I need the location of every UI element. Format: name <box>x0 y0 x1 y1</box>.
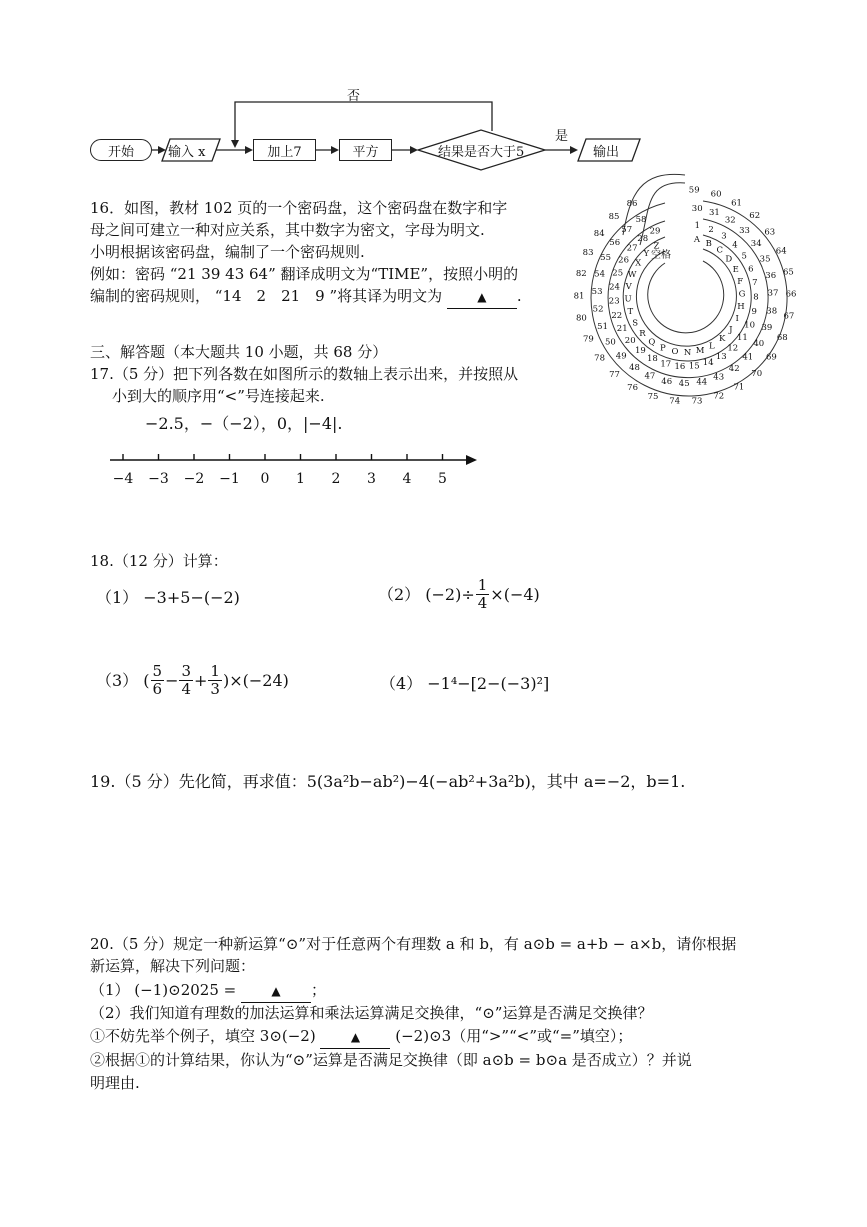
disk-letter: Q <box>648 337 656 348</box>
q18-title: 18.（12 分）计算： <box>90 552 228 570</box>
disk-letter: J <box>729 324 733 335</box>
q16-answer-blank[interactable] <box>447 285 517 309</box>
disk-outer-number: 80 <box>575 313 587 324</box>
disk-inner-number: 26 <box>618 255 630 266</box>
q20-part1-blank[interactable] <box>241 979 311 1003</box>
q20-line3-text: （1） (−1)⊙2025 = <box>90 981 237 999</box>
disk-middle-number: 54 <box>594 269 606 280</box>
disk-letter: M <box>695 345 705 356</box>
q18-part2 <box>378 577 540 612</box>
disk-outer-number: 65 <box>782 267 794 278</box>
q20-line5 <box>90 1025 632 1049</box>
q16-line5-end: . <box>516 287 522 305</box>
disk-inner-number: 16 <box>674 361 686 372</box>
disk-letter: G <box>738 289 746 300</box>
loop-no-label: 否 <box>347 89 361 104</box>
number-line-tick-label: 1 <box>296 471 305 487</box>
number-line-tick-label: 4 <box>402 471 412 487</box>
disk-inner-number: 7 <box>752 278 758 289</box>
disk-inner-number: 2 <box>708 225 714 235</box>
disk-middle-number: 55 <box>600 253 612 264</box>
fraction-numerator: 1 <box>210 662 220 680</box>
disk-inner-number: 14 <box>702 358 714 369</box>
disk-middle-number: 58 <box>635 214 647 225</box>
q17-line1: 17.（5 分）把下列各数在如图所示的数轴上表示出来，并按照从 <box>90 365 519 383</box>
disk-middle-number: 39 <box>761 323 773 334</box>
disk-middle-number: 45 <box>678 379 690 389</box>
decision-yes-label: 是 <box>555 129 569 144</box>
disk-inner-number: 8 <box>753 292 759 303</box>
square-node: 平方 <box>339 139 392 161</box>
q20-line3-end: ； <box>311 981 327 999</box>
disk-inner-number: 5 <box>741 251 747 262</box>
disk-letter: A <box>693 235 700 246</box>
disk-ring-outline <box>648 261 724 333</box>
disk-outer-number: 60 <box>710 189 722 200</box>
disk-outer-number: 67 <box>783 311 795 322</box>
disk-outer-number: 69 <box>765 352 777 363</box>
disk-letter: Z <box>653 241 660 252</box>
q17-numbers: −2.5，−（−2），0，|−4|. <box>145 414 343 433</box>
disk-inner-number: 23 <box>608 296 620 307</box>
cipher-disk-diagram <box>563 170 813 405</box>
q20-line1: 20.（5 分）规定一种新运算“⊙”对于任意两个有理数 a 和 b，有 a⊙b = a+b − a×b，请你根据 <box>90 935 737 953</box>
disk-inner-number: 21 <box>616 324 628 335</box>
q16-line5-text: 编制的密码规则， “14 2 21 9 ”将其译为明文为 <box>90 287 443 305</box>
fraction-denominator: 4 <box>181 680 192 698</box>
disk-letter: U <box>624 294 632 305</box>
disk-inner-number: 13 <box>715 352 727 362</box>
disk-inner-number: 9 <box>751 306 757 317</box>
disk-letter: D <box>725 254 733 265</box>
disk-inner-number: 20 <box>624 336 636 347</box>
disk-outer-number: 75 <box>647 392 659 402</box>
triangle-mark-icon: ▲ <box>477 290 487 304</box>
section3-heading: 三、解答题（本大题共 10 小题，共 68 分） <box>90 343 388 361</box>
disk-outer-number: 62 <box>749 211 761 222</box>
disk-inner-number: 11 <box>736 332 748 343</box>
fraction-numerator: 5 <box>152 662 163 680</box>
q18-part3-fraction2 <box>179 663 193 698</box>
disk-middle-number: 36 <box>765 271 777 282</box>
disk-outer-number: 78 <box>594 353 606 364</box>
disk-middle-number: 46 <box>661 377 673 388</box>
q18-part4: （4） −1⁴−[2−(−3)²] <box>380 674 550 693</box>
disk-outer-number: 70 <box>751 369 763 379</box>
q18-part2-a: （2） (−2)÷ <box>378 584 475 604</box>
disk-outer-number: 85 <box>608 212 620 223</box>
disk-inner-number: 15 <box>688 361 700 372</box>
disk-middle-number: 31 <box>708 208 720 218</box>
disk-letter: W <box>627 269 637 280</box>
number-line-tick-label: 2 <box>331 471 341 487</box>
disk-middle-number: 57 <box>621 225 633 236</box>
disk-space-label: 空格 <box>651 250 671 261</box>
number-line-tick-label: −3 <box>148 471 169 487</box>
disk-outer-number: 64 <box>775 246 787 257</box>
disk-letter: E <box>732 265 739 275</box>
disk-letter: P <box>660 343 666 354</box>
q18-part3-op1: − <box>165 670 179 690</box>
disk-ring-outline <box>636 249 736 346</box>
disk-middle-number: 44 <box>696 377 708 388</box>
disk-letter: X <box>635 258 642 269</box>
disk-inner-number: 22 <box>611 310 623 321</box>
disk-outer-number: 83 <box>582 248 594 258</box>
disk-inner-number: 3 <box>721 231 727 242</box>
number-line-tick-label: 5 <box>438 471 447 487</box>
q16-line2: 母之间可建立一种对应关系，其中数字为密文，字母为明文. <box>90 221 485 239</box>
q18-part3 <box>96 663 289 698</box>
fraction-numerator: 3 <box>181 662 192 680</box>
q16-line1: 16．如图，教材 102 页的一个密码盘，这个密码盘在数字和字 <box>90 199 508 217</box>
number-line-tick-label: −1 <box>219 471 240 487</box>
disk-outer-number: 82 <box>575 269 587 280</box>
disk-middle-number: 42 <box>728 363 740 374</box>
decision-node: 结果是否大于5 <box>438 145 525 160</box>
disk-letter: K <box>719 334 726 345</box>
disk-outer-number: 76 <box>627 383 639 394</box>
disk-outer-number: 79 <box>582 334 594 345</box>
q20-compare-blank[interactable] <box>320 1025 390 1049</box>
disk-outer-number: 86 <box>626 199 638 210</box>
q18-part3-b: )×(−24) <box>222 670 289 690</box>
disk-letter: S <box>632 318 639 329</box>
q16-line4: 例如：密码 “21 39 43 64” 翻译成明文为“TIME”，按照小明的 <box>90 265 519 283</box>
q18-part3-fraction3 <box>208 663 222 698</box>
number-line-tick-label: −4 <box>112 471 134 487</box>
q20-line5-text: ①不妨先举个例子，填空 3⊙(−2) <box>90 1027 316 1045</box>
disk-middle-number: 47 <box>644 371 656 382</box>
disk-outer-number: 66 <box>785 289 797 300</box>
q18-part2-b: ×(−4) <box>490 584 540 604</box>
fraction-numerator: 1 <box>477 576 488 594</box>
disk-inner-number: 10 <box>744 320 756 331</box>
disk-outer-number: 73 <box>691 396 703 405</box>
disk-letter: L <box>708 341 715 352</box>
q18-part2-fraction <box>476 577 490 612</box>
fraction-denominator: 4 <box>477 594 488 612</box>
q18-part3-a: （3） ( <box>96 670 150 690</box>
disk-middle-number: 34 <box>750 239 762 250</box>
number-line-tick-label: −2 <box>183 471 205 487</box>
q18-part1: （1） −3+5−(−2) <box>96 588 240 607</box>
q19-text: 19.（5 分）先化简，再求值：5(3a²b−ab²)−4(−ab²+3a²b)，其中 a=−2，b=1. <box>90 772 686 791</box>
disk-letter: Y <box>643 249 650 260</box>
disk-middle-number: 32 <box>724 215 736 226</box>
disk-letter: T <box>627 307 634 317</box>
disk-letter: H <box>737 301 745 312</box>
disk-outer-number: 77 <box>609 370 620 381</box>
disk-middle-number: 43 <box>713 372 725 383</box>
disk-middle-number: 33 <box>739 226 750 237</box>
disk-inner-number: 17 <box>660 359 672 370</box>
disk-inner-number: 6 <box>748 264 754 275</box>
disk-outer-number: 59 <box>688 185 700 196</box>
number-line-tick-label: 0 <box>260 471 270 487</box>
disk-middle-number: 35 <box>759 254 771 265</box>
disk-middle-number: 41 <box>742 352 754 363</box>
disk-outer-number: 74 <box>669 396 681 405</box>
q17-line2: 小到大的顺序用“<”号连接起来. <box>112 387 325 405</box>
disk-letter: N <box>683 347 692 358</box>
fraction-denominator: 3 <box>210 680 220 698</box>
number-line <box>100 448 490 493</box>
disk-inner-number: 12 <box>727 343 739 354</box>
disk-outer-number: 71 <box>733 382 745 393</box>
disk-inner-number: 24 <box>609 282 620 293</box>
disk-outer-number: 63 <box>764 227 776 238</box>
disk-letter: V <box>625 281 632 292</box>
disk-inner-number: 25 <box>612 268 624 279</box>
start-node: 开始 <box>90 139 152 161</box>
disk-middle-number: 40 <box>753 338 765 349</box>
disk-outer-number: 68 <box>776 333 788 343</box>
axis-arrow-icon <box>466 455 477 465</box>
disk-middle-number: 38 <box>766 306 778 317</box>
disk-inner-number: 4 <box>732 240 738 251</box>
disk-outer-number: 72 <box>713 391 725 402</box>
fraction-denominator: 6 <box>152 680 163 698</box>
disk-inner-number: 28 <box>637 234 649 244</box>
disk-middle-number: 48 <box>629 363 640 374</box>
disk-inner-number: 27 <box>626 243 638 254</box>
disk-letter: C <box>716 245 723 256</box>
disk-middle-number: 30 <box>691 203 703 214</box>
output-node: 输出 <box>593 145 620 160</box>
number-line-tick-label: 3 <box>367 471 376 487</box>
q20-line4: （2）我们知道有理数的加法运算和乘法运算满足交换律，“⊙”运算是否满足交换律？ <box>90 1004 653 1022</box>
disk-inner-number: 19 <box>634 346 646 357</box>
disk-inner-number: 18 <box>646 354 658 365</box>
disk-middle-number: 37 <box>767 288 779 299</box>
disk-middle-number: 51 <box>597 321 609 332</box>
q20-line3 <box>90 979 326 1003</box>
q20-line5-rest: (−2)⊙3（用“>”“<”或“=”填空）； <box>395 1027 633 1045</box>
q20-line7: 明理由. <box>90 1074 140 1092</box>
disk-letter: B <box>705 239 712 250</box>
q16-line3: 小明根据该密码盘，编制了一个密码规则. <box>90 243 365 261</box>
disk-letter: F <box>737 276 744 287</box>
disk-outer-number: 81 <box>573 291 585 302</box>
disk-middle-number: 56 <box>609 238 621 248</box>
disk-outer-number: 61 <box>731 198 742 209</box>
disk-middle-number: 50 <box>604 337 616 348</box>
disk-letter: I <box>735 313 739 324</box>
q18-part3-op2: + <box>194 670 208 690</box>
disk-middle-number: 52 <box>592 304 604 315</box>
disk-letter: R <box>639 328 646 339</box>
input-node: 输入 x <box>168 145 206 160</box>
triangle-mark-icon: ▲ <box>271 984 281 998</box>
disk-middle-number: 53 <box>591 287 603 298</box>
q20-line2: 新运算，解决下列问题： <box>90 957 256 975</box>
q16-line5 <box>90 285 522 309</box>
disk-outer-number: 84 <box>593 228 605 239</box>
q18-part3-fraction1 <box>151 663 165 698</box>
triangle-mark-icon: ▲ <box>350 1030 361 1044</box>
q20-line6: ②根据①的计算结果，你认为“⊙”运算是否满足交换律（即 a⊙b = b⊙a 是否成立）？并说 <box>90 1051 692 1069</box>
disk-inner-number: 29 <box>649 226 661 237</box>
disk-inner-number: 1 <box>694 221 701 232</box>
add7-node: 加上7 <box>253 139 316 161</box>
disk-letter: O <box>671 347 679 358</box>
disk-middle-number: 49 <box>615 351 627 362</box>
